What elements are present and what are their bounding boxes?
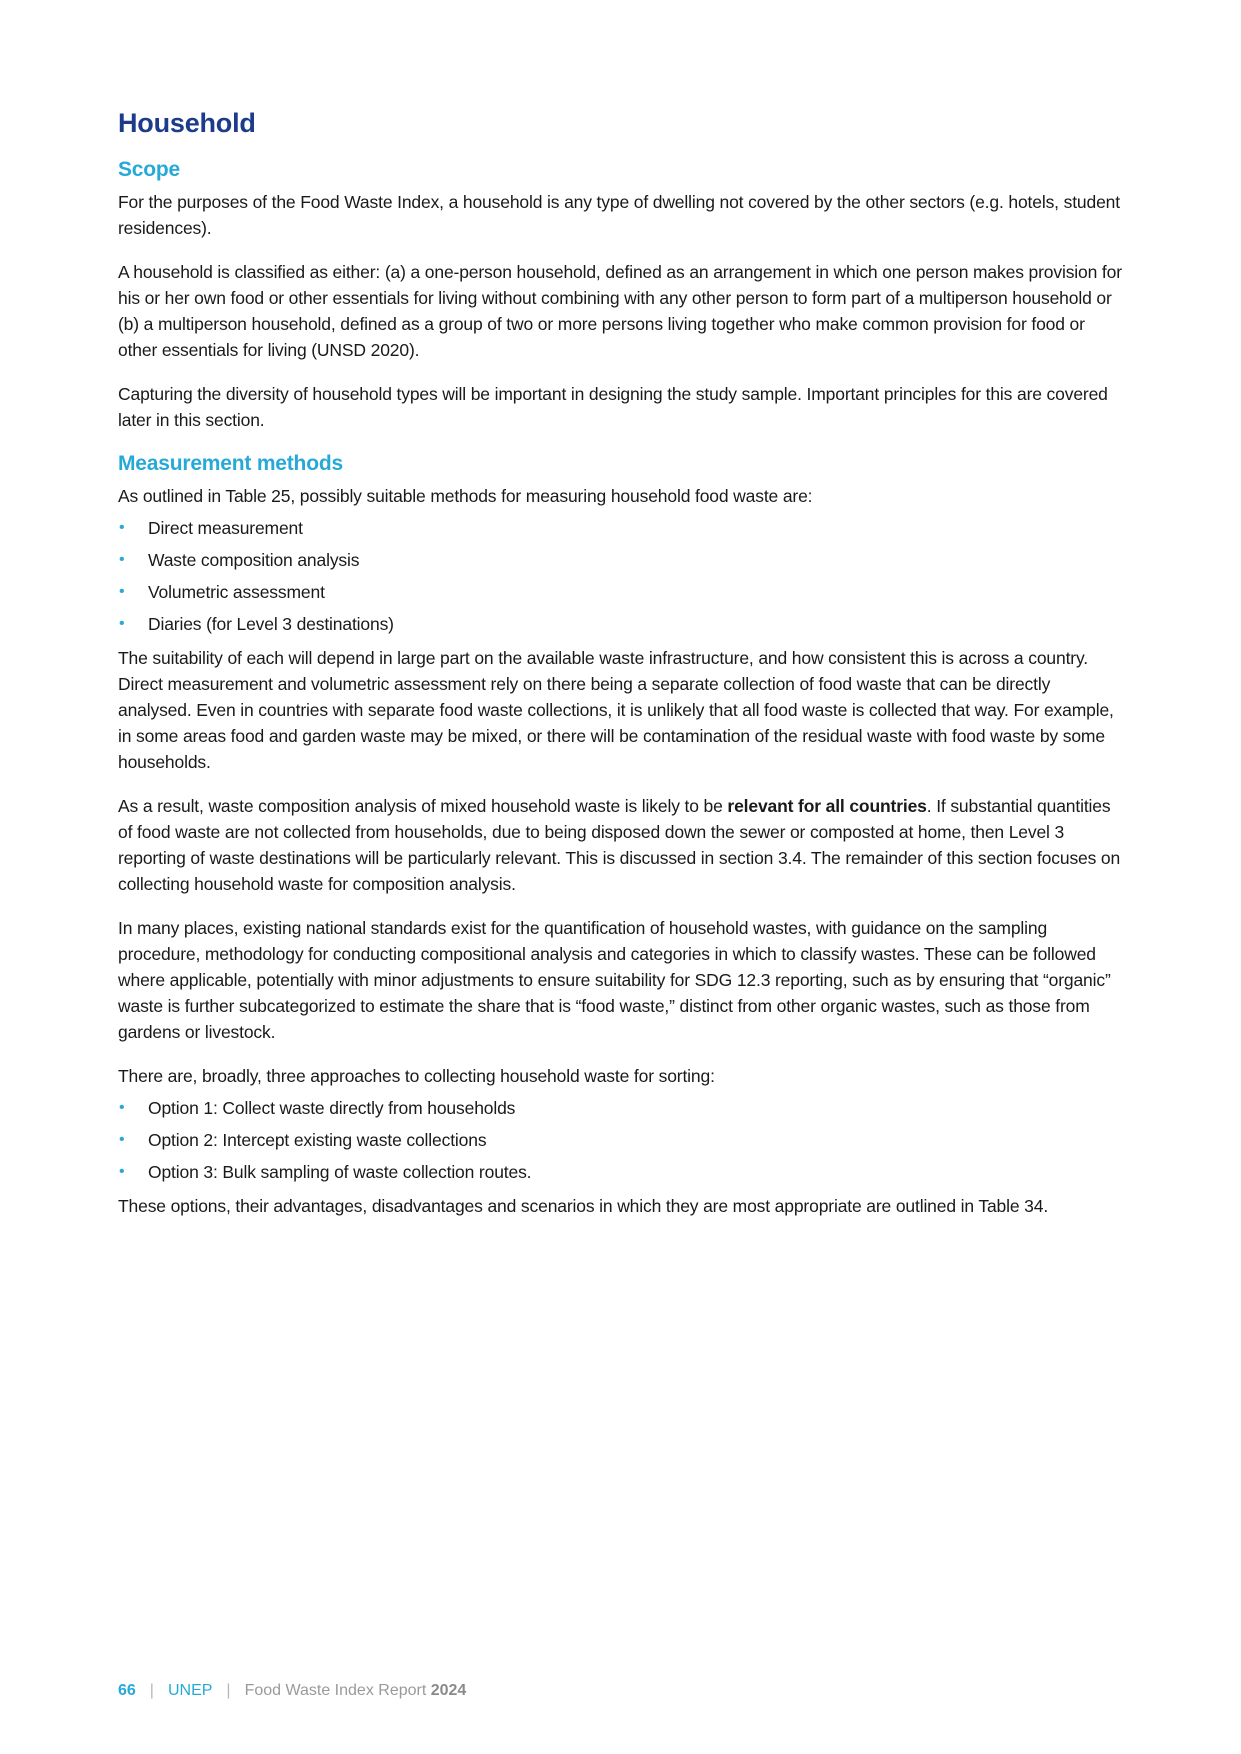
bullet-icon: • (119, 1131, 125, 1149)
measurement-intro: As outlined in Table 25, possibly suitable methods for measuring household food waste are: (118, 486, 813, 507)
options-list (118, 1095, 1128, 1185)
list-item (118, 611, 1128, 637)
option-label: Option 3: Bulk sampling of waste collection routes. (148, 1162, 532, 1183)
bullet-icon: • (119, 1163, 125, 1181)
suitability-paragraph: The suitability of each will depend in large part on the available waste infrastructure, and how consistent this is across a country. Direct measurement and volumetric assessment rely on there being a separate collection of food waste that can be directly analysed. Even in countries with separate food waste collections, it is unlikely that all food waste is collected that way. For example, in some areas food and garden waste may be mixed, or there will be contamination of the residual waste with food waste by some households. (118, 648, 1114, 773)
footer-separator: | (226, 1682, 231, 1699)
method-label: Diaries (for Level 3 destinations) (148, 614, 394, 635)
bullet-icon: • (119, 583, 125, 601)
list-item (118, 1095, 1128, 1121)
standards-paragraph: In many places, existing national standards exist for the quantification of household wastes, with guidance on the sampling procedure, methodology for conducting compositional analysis and categories in which to classify wastes. These can be followed where applicable, potentially with minor adjustments to ensure suitability for SDG 12.3 reporting, such as by ensuring that “organic” waste is further subcategorized to estimate the share that is “food waste,” distinct from other organic wastes, such as those from gardens or livestock. (118, 918, 1111, 1043)
option-label: Option 2: Intercept existing waste collections (148, 1130, 487, 1151)
footer-org: UNEP (167, 1682, 213, 1699)
method-label: Waste composition analysis (148, 550, 360, 571)
scope-paragraph-2: A household is classified as either: (a) a one-person household, defined as an arrangement in which one person makes provision for his or her own food or other essentials for living without combining with any other person to form part of a multiperson household or (b) a multiperson household, defined as a group of two or more persons living together who make common provision for food or other essentials for living (UNSD 2020). (118, 262, 1122, 361)
scope-paragraph-3: Capturing the diversity of household types will be important in designing the study sample. Important principles for this are covered later in this section. (118, 384, 1108, 431)
bullet-icon: • (119, 551, 125, 569)
method-label: Volumetric assessment (148, 582, 325, 603)
measurement-heading: Measurement methods (118, 452, 343, 476)
method-label: Direct measurement (148, 518, 303, 539)
bullet-icon: • (119, 519, 125, 537)
list-item (118, 1159, 1128, 1185)
methods-list (118, 515, 1128, 637)
option-label: Option 1: Collect waste directly from households (148, 1098, 516, 1119)
page-number: 66 (118, 1682, 136, 1699)
scope-heading: Scope (118, 158, 181, 182)
footer-separator: | (149, 1682, 154, 1699)
list-item (118, 579, 1128, 605)
list-item (118, 547, 1128, 573)
emphasis-text: relevant for all countries (727, 796, 927, 817)
list-item (118, 515, 1128, 541)
bullet-icon: • (119, 615, 125, 633)
scope-paragraph-1: For the purposes of the Food Waste Index, a household is any type of dwelling not covered by the other sectors (e.g. hotels, student residences). (118, 192, 1120, 239)
footer-report-title: Food Waste Index Report (244, 1682, 431, 1699)
approaches-intro: There are, broadly, three approaches to collecting household waste for sorting: (118, 1066, 715, 1087)
closing-paragraph: These options, their advantages, disadvantages and scenarios in which they are most appropriate are outlined in Table 34. (118, 1196, 1049, 1217)
page-content (118, 108, 1128, 1237)
footer-year: 2024 (430, 1682, 467, 1699)
bullet-icon: • (119, 1099, 125, 1117)
page-footer (118, 1682, 466, 1700)
result-paragraph: As a result, waste composition analysis of mixed household waste is likely to be relevant for all countries. If substantial quantities of food waste are not collected from households, due to being disposed down the sewer or composted at home, then Level 3 reporting of waste destinations will be particularly relevant. This is discussed in section 3.4. The remainder of this section focuses on collecting household waste for composition analysis. (118, 796, 1121, 895)
list-item (118, 1127, 1128, 1153)
section-heading: Household (118, 108, 256, 138)
